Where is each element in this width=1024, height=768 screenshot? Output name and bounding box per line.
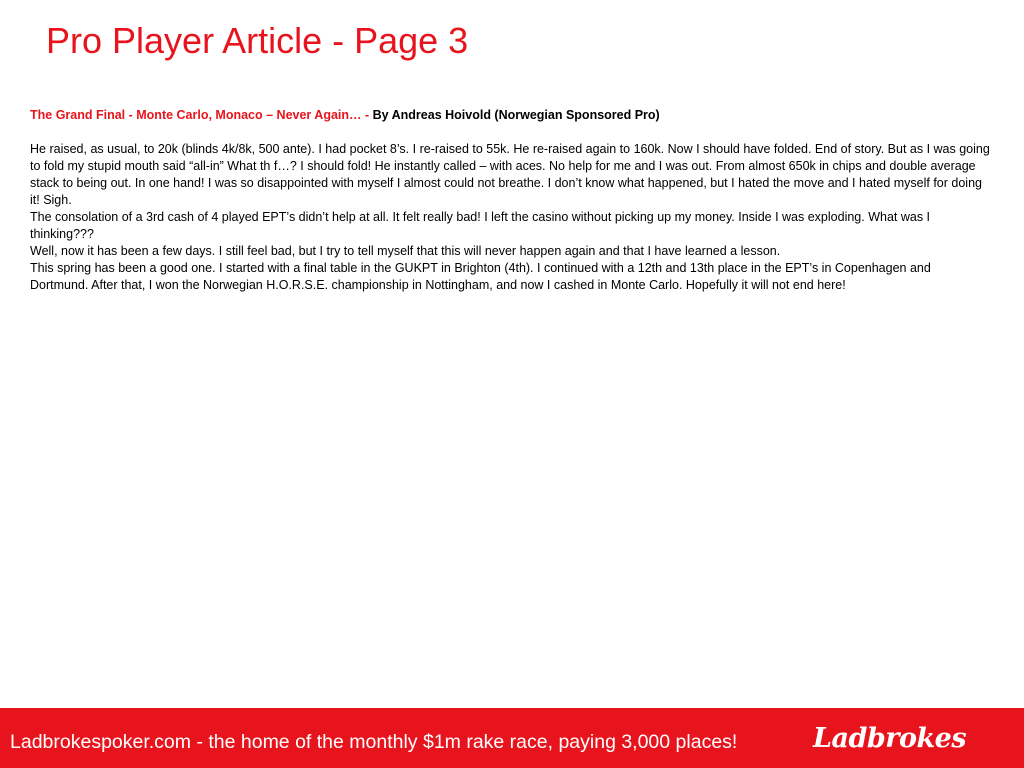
ladbrokes-logo: Ladbrokes — [813, 723, 967, 754]
article-title: The Grand Final - Monte Carlo, Monaco – Never Again… - — [30, 108, 373, 122]
article-byline: By Andreas Hoivold (Norwegian Sponsored Pro) — [372, 108, 660, 122]
article-paragraph: The consolation of a 3rd cash of 4 played EPT’s didn’t help at all. It felt really bad! I left the casino without picking up my money. Inside I was exploding. What was I thinking??? — [30, 210, 931, 241]
paragraph-spacer — [30, 124, 992, 141]
footer-tagline: Ladbrokespoker.com - the home of the monthly $1m rake race, paying 3,000 places! — [10, 731, 738, 753]
page-title: Pro Player Article - Page 3 — [46, 20, 469, 61]
article-body — [30, 107, 992, 294]
article-paragraph: He raised, as usual, to 20k (blinds 4k/8k, 500 ante). I had pocket 8’s. I re-raised to 55k. He re-raised again to 160k. Now I should have folded. End of story. But as I was going to fold my stupid mouth said “all-in” What th f…? I should fold! He instantly called – with aces. No help for me and I was out. From almost 650k in chips and double average stack to being out. In one hand! I was so disappointed with myself I almost could not breathe. I don’t know what happened, but I hated the move and I hated myself for doing it! Sigh. — [30, 142, 990, 207]
article-paragraph: This spring has been a good one. I started with a final table in the GUKPT in Brighton (4th). I continued with a 12th and 13th place in the EPT’s in Copenhagen and Dortmund. After that, I won the Norwegian H.O.R.S.E. championship in Nottingham, and now I cashed in Monte Carlo. Hopefully it will not end here! — [30, 261, 931, 292]
article-paragraph: Well, now it has been a few days. I still feel bad, but I try to tell myself that this will never happen again and that I have learned a lesson. — [30, 244, 781, 258]
footer-banner — [0, 708, 1024, 768]
article-headline — [30, 107, 992, 124]
